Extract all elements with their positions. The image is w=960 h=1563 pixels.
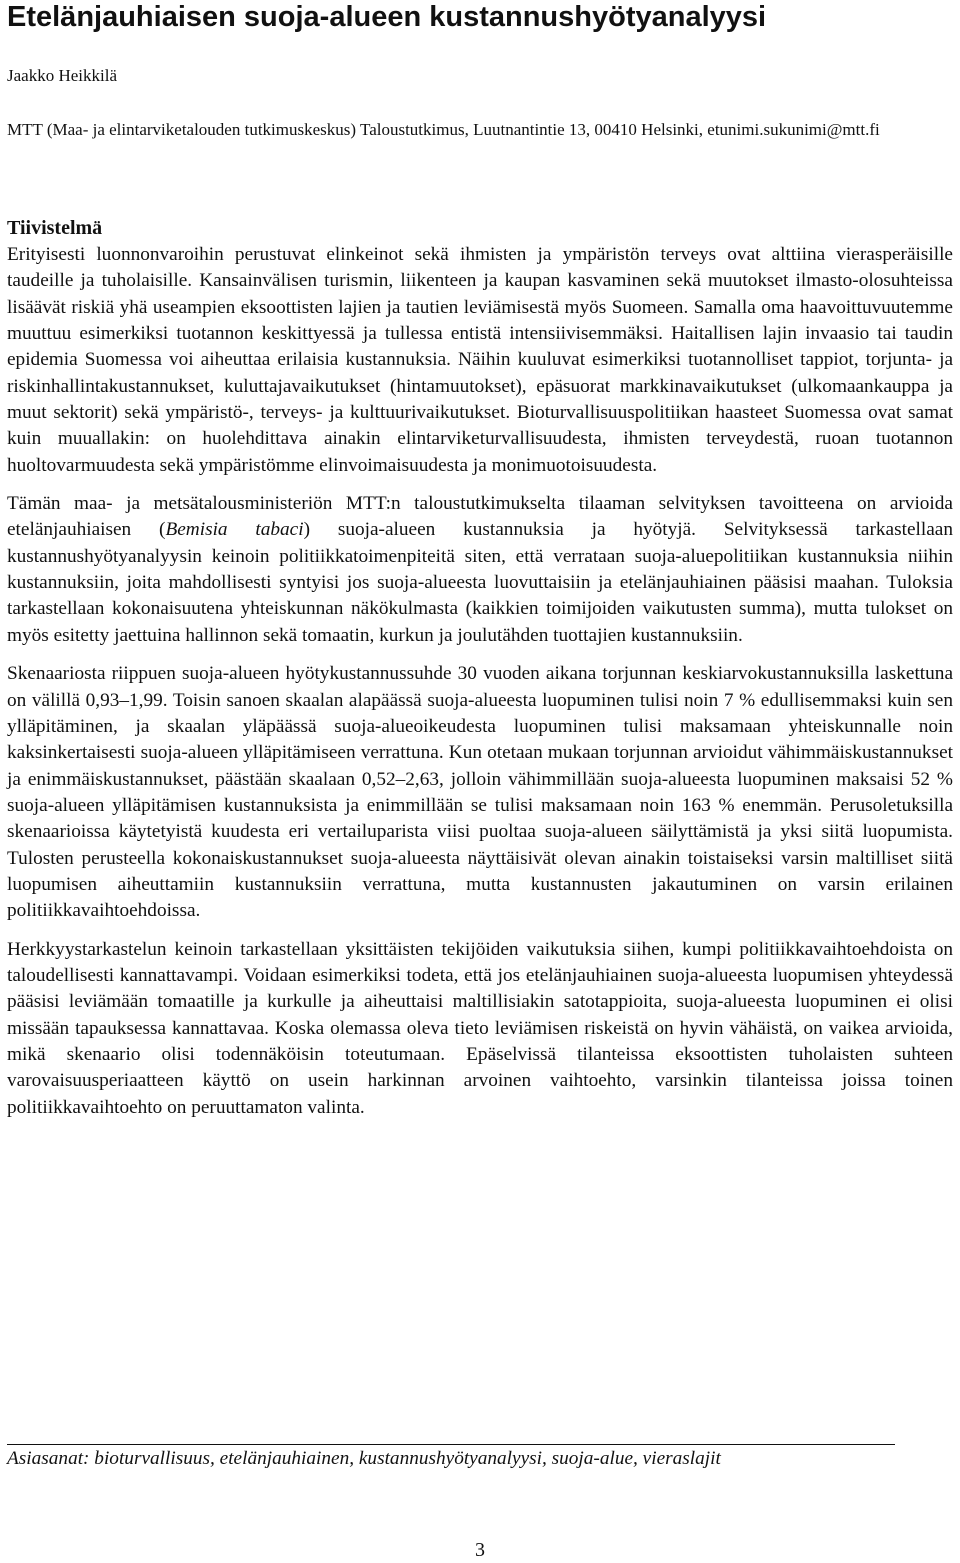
paper-title: Etelänjauhiaisen suoja-alueen kustannushyötyanalyysi — [7, 1, 767, 33]
abstract-paragraph-1: Erityisesti luonnonvaroihin perustuvat elinkeinot sekä ihmisten ja ympäristön terveys ovat alttiina vierasperäisille taudeille ja tuholaisille. Kansainvälisen turismin, liikenteen ja kaupan kasvaminen sekä muutokset ilmasto-olosuhteissa lisäävät riskiä yhä useampien eksoottisten lajien ja tautien leviämisestä myös Suomeen. Samalla oma haavoittuvuutemme muuttuu esimerkiksi tuotannon keskittyessä ja tullessa entistä intensiivisemmäksi. Haitallisen lajin invaasio tai taudin epidemia Suomessa voi aiheuttaa erilaisia kustannuksia. Näihin kuuluvat esimerkiksi tuotannolliset tappiot, torjunta- ja riskinhallintakustannukset, kuluttajavaikutukset (hintamuutokset), epäsuorat markkinavaikutukset (ulkomaankauppa ja muut sektorit) sekä ympäristö-, terveys- ja kulttuurivaikutukset. Bioturvallisuuspolitiikan haasteet Suomessa ovat samat kuin muuallakin: on huolehdittava ainakin elintarviketurvallisuudesta, ihmisten terveydestä, ruoan tuotannon huoltovarmuudesta sekä ympäristömme elinvoimaisuudesta ja monimuotoisuudesta. — [7, 244, 953, 476]
paragraph-text: Tämän maa- ja metsätalousministeriön MTT:n taloustutkimukselta tilaaman selvityksen tavoitteena on arvioida etelänjauhiaisen ( — [7, 493, 953, 541]
author-name: Jaakko Heikkilä — [7, 66, 117, 85]
abstract-heading: Tiivistelmä — [7, 217, 103, 239]
keywords-divider — [7, 1444, 895, 1445]
paragraph-text: ) suoja-alueen kustannuksia ja hyötyjä. Selvityksessä tarkastellaan kustannushyötyanalyysin keinoin politiikkatoimenpiteitä siten, että verrataan suoja-aluepolitiikan kustannuksia niihin kustannuksiin, joita mahdollisesti syntyisi jos suoja-alueesta luovuttaisiin ja etelänjauhiainen pääsisi maahan. Tuloksia tarkastellaan kokonaisuutena yhteiskunnan näkökulmasta (kaikkien toimijoiden vaikutusten summa), mutta tulokset on myös esitetty jaettuina hallinnon sekä tomaatin, kurkun ja joulutähden tuottajien kustannuksiin. — [7, 519, 953, 646]
species-name-italic: Bemisia tabaci — [165, 519, 304, 541]
abstract-body — [7, 242, 953, 1133]
abstract-paragraph-4: Herkkyystarkastelun keinoin tarkastellaan yksittäisten tekijöiden vaikutuksia siihen, kumpi politiikkavaihtoehdoista on taloudellisesti kannattavampi. Voidaan esimerkiksi todeta, että jos etelänjauhiainen suoja-alueesta luopumisen yhteydessä pääsisi leviämään tomaatille ja kurkulle ja aiheuttaisi maltillisiakin satotappioita, suoja-alueesta luopuminen ei olisi missään tapauksessa kannattavaa. Koska olemassa oleva tieto leviämisen riskeistä on hyvin vähäistä, on vaikea arvioida, mikä skenaario olisi todennäköisin toteutumaan. Epäselvissä tilanteissa eksoottisten tuholaisten suhteen varovaisuusperiaatteen käyttö on usein harkinnan arvoinen vaihtoehto, varsinkin tilanteissa joissa toinen politiikkavaihtoehto on peruuttamaton valinta. — [7, 938, 953, 1118]
page-number: 3 — [475, 1539, 485, 1561]
abstract-paragraph-3: Skenaariosta riippuen suoja-alueen hyötykustannussuhde 30 vuoden aikana torjunnan keskiarvokustannuksilla laskettuna on välillä 0,93–1,99. Toisin sanoen skaalan alapäässä suoja-alueesta luopuminen tulisi noin 7 % edullisemmaksi kuin sen ylläpitäminen, ja skaalan yläpäässä suoja-alueoikeudesta luopuminen tulisi maksamaan yhteiskunnalle noin kaksinkertaisesti suoja-alueen ylläpitämiseen verrattuna. Kun otetaan mukaan torjunnan arvioidut vähimmäiskustannukset ja enimmäiskustannukset, päästään skaalaan 0,52–2,63, jolloin vähimmillään suoja-alueesta luopuminen maksaisi 52 % suoja-alueen ylläpitämisen kustannuksista ja enimmillään se tulisi maksamaan noin 163 % enemmän. Perusoletuksilla skenaarioissa käytetyistä kuudesta eri vertailuparista viisi puoltaa suoja-alueen säilyttämistä ja yksi siitä luopumista. Tulosten perusteella kokonaiskustannukset suoja-alueesta näyttäisivät olevan ainakin toistaiseksi varsin maltilliset siitä luopumisen aiheuttamiin kustannuksiin verrattuna, mutta kustannusten jakautuminen on varsin erilainen politiikkavaihtoehdoissa. — [7, 663, 953, 922]
author-affiliation: MTT (Maa- ja elintarviketalouden tutkimuskeskus) Taloustutkimus, Luutnantintie 13, 00410 Helsinki, etunimi.sukunimi@mtt.fi — [7, 120, 880, 139]
abstract-paragraph-2 — [7, 491, 953, 649]
keywords: Asiasanat: bioturvallisuus, etelänjauhiainen, kustannushyötyanalyysi, suoja-alue, vieraslajit — [7, 1448, 721, 1469]
